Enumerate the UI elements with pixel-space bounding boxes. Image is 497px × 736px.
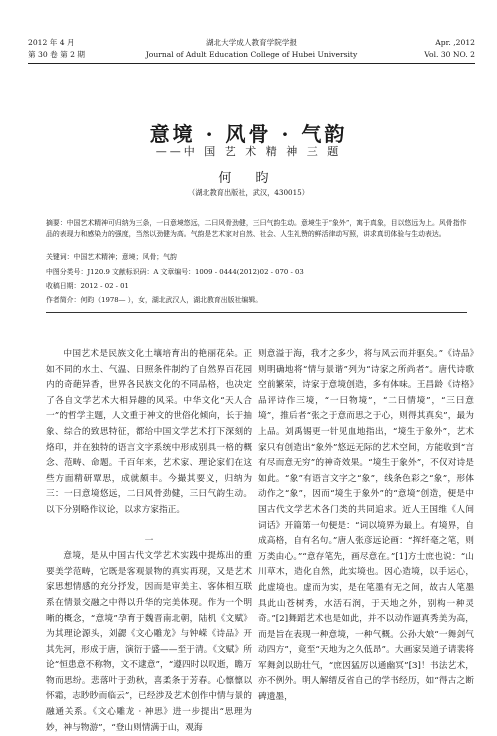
body-paragraph: 中国艺术是民族文化土壤培育出的艳丽花朵。正如不同的水土、气温、日照条件制约了自然界百花园内的奇葩异香，世界各民族文化的不同品格，也决定了各自文学艺术大相异趣的风采。中华文化“天人合一”的哲学主题，人文重于神文的世俗化倾向，长于抽象、综合的致思特征，都给中国文学艺术打下深刻的烙印，并在独特的语言文字系统中形成别具一格的概念、范畴、命题。千百年来，艺术家、理论家们在这些方面精研覃思，成就颇丰。今撮其要义，归纳为三：一曰意境悠远，二曰风骨劲健，三曰气韵生动。以下分别略作议论，以求方家指正。 <box>46 349 252 515</box>
author-bio: 作者简介：何昀（1978— ），女，湖北武汉人，湖北教育出版社编辑。 <box>46 296 263 304</box>
volume-issue: 第 30 卷 第 2 期 <box>28 50 85 59</box>
received-date: 收稿日期：2012 - 02 - 01 <box>46 282 129 290</box>
article-author: 何 昀 <box>218 171 279 186</box>
body-column-right <box>258 347 474 706</box>
section-number: 一 <box>144 535 154 546</box>
journal-name-cn: 湖北大学成人教育学院学报 <box>205 38 298 47</box>
classification-info: 中图分类号：J120.9 文献标识码：A 文章编号：1009 - 0444(2012)02 - 070 - 03 <box>46 268 304 276</box>
author-affiliation: （湖北教育出版社，武汉，430015） <box>188 188 309 197</box>
header-rule <box>28 63 475 64</box>
journal-name-en: Journal of Adult Education College of Hubei University <box>145 50 358 59</box>
issue-date-en: Apr. ,2012 <box>435 38 475 47</box>
meta-rule <box>46 312 467 313</box>
abstract: 摘要：中国艺术精神可归纳为三条，一曰意境悠远，二曰风骨劲健，三曰气韵生动。意境生于“象外”，寓于真象，目以悠远为上。风骨指作品的表现力和感染力的强度，当然以劲健为高。气韵是艺术家对自然、社会、人生礼赞的鲜活律动写照，讲求真切体验与生动表达。 <box>46 219 467 238</box>
issue-date: 2012 年 4 月 <box>28 38 75 47</box>
body-paragraph: 意境，是从中国古代文学艺术实践中提炼出的重要美学范畴，它既是客观景物的真实再现，又是艺术家思想情感的充分抒发，因而是审美主、客体相互联系在情景交融之中得以升华的完美体现。作为一个明晰的概念，“意境”孕育于魏晋南北朝，陆机《文赋》为其理论源头，刘勰《文心雕龙》与钟嵘《诗品》开其先河，形成于唐，演衍于盛——至于清。《文赋》所论“恒患意不称物，文不逮意”，“遵四时以叹逝，瞻万物而思纷。悲落叶于劲秋，喜柔条于芳春。心懔懔以怀霜，志眇眇而临云”，已经涉及艺术创作中情与景的融通关系。《文心雕龙 · 神思》进一步提出“思理为妙，神与物游”，“登山则情满于山，观海 <box>46 551 252 733</box>
volume-issue-en: Vol. 30 NO. 2 <box>424 50 475 59</box>
body-column-left <box>46 347 252 736</box>
article-title: 意境 · 风骨 · 气韵 <box>149 122 348 146</box>
body-paragraph: 则意溢于海，我才之多少，将与风云而并驱矣。”《诗品》则明确地将“情与景谐”列为“诗家之所尚者”。唐代诗歌空前繁荣，诗家于意境创造，多有体味。王昌龄《诗格》品评诗作三境，“一曰物境”，“二曰情境”，“三曰意境”，推后者“张之于意而思之于心，则得其真矣”，最为上品。刘禹锡更一针见血地指出，“境生于象外”，艺术家只有创造出“象外”悠远无际的艺术空间，方能收到“言有尽而意无穷”的神奇效果。“境生于象外”，不仅对诗是如此。“象”有语言文字之“象”，线条色彩之“象”，形体动作之“象”，因而“境生于象外”的“意境”创造，便是中国古代文学艺术各门类的共同追求。近人王国维《人间词话》开篇第一句便是：“词以境界为最上。有境界，自成高格，自有名句。”唐人张彦远论画：“挥纤毫之笔，则万类由心。”“意存笔先，画尽意在。”[1]方士庶也说：“山川草木，造化自然，此实境也。因心造境，以手运心，此虚境也。虚而为实，是在笔墨有无之间，故古人笔墨具此山苍树秀，水活石润，于天地之外，别构一种灵奇。”[2]舞蹈艺术也是如此，并不以动作逼真秀美为高，而是旨在表现一种意境，一种气概。公孙大娘“一舞剑气动四方”，竟至“天地为之久低昂”。大画家吴道子请裴将军舞剑以助壮气，“庶因猛厉以通幽冥”[3]！书法艺术，亦不例外。明人解缙反省自己的学书经历，如“得古之断碑遗墨， <box>258 349 474 703</box>
keywords: 关键词：中国艺术精神；意境；风骨；气韵 <box>46 253 177 261</box>
article-subtitle: ——中 国 艺 术 精 神 三 题 <box>155 145 342 158</box>
